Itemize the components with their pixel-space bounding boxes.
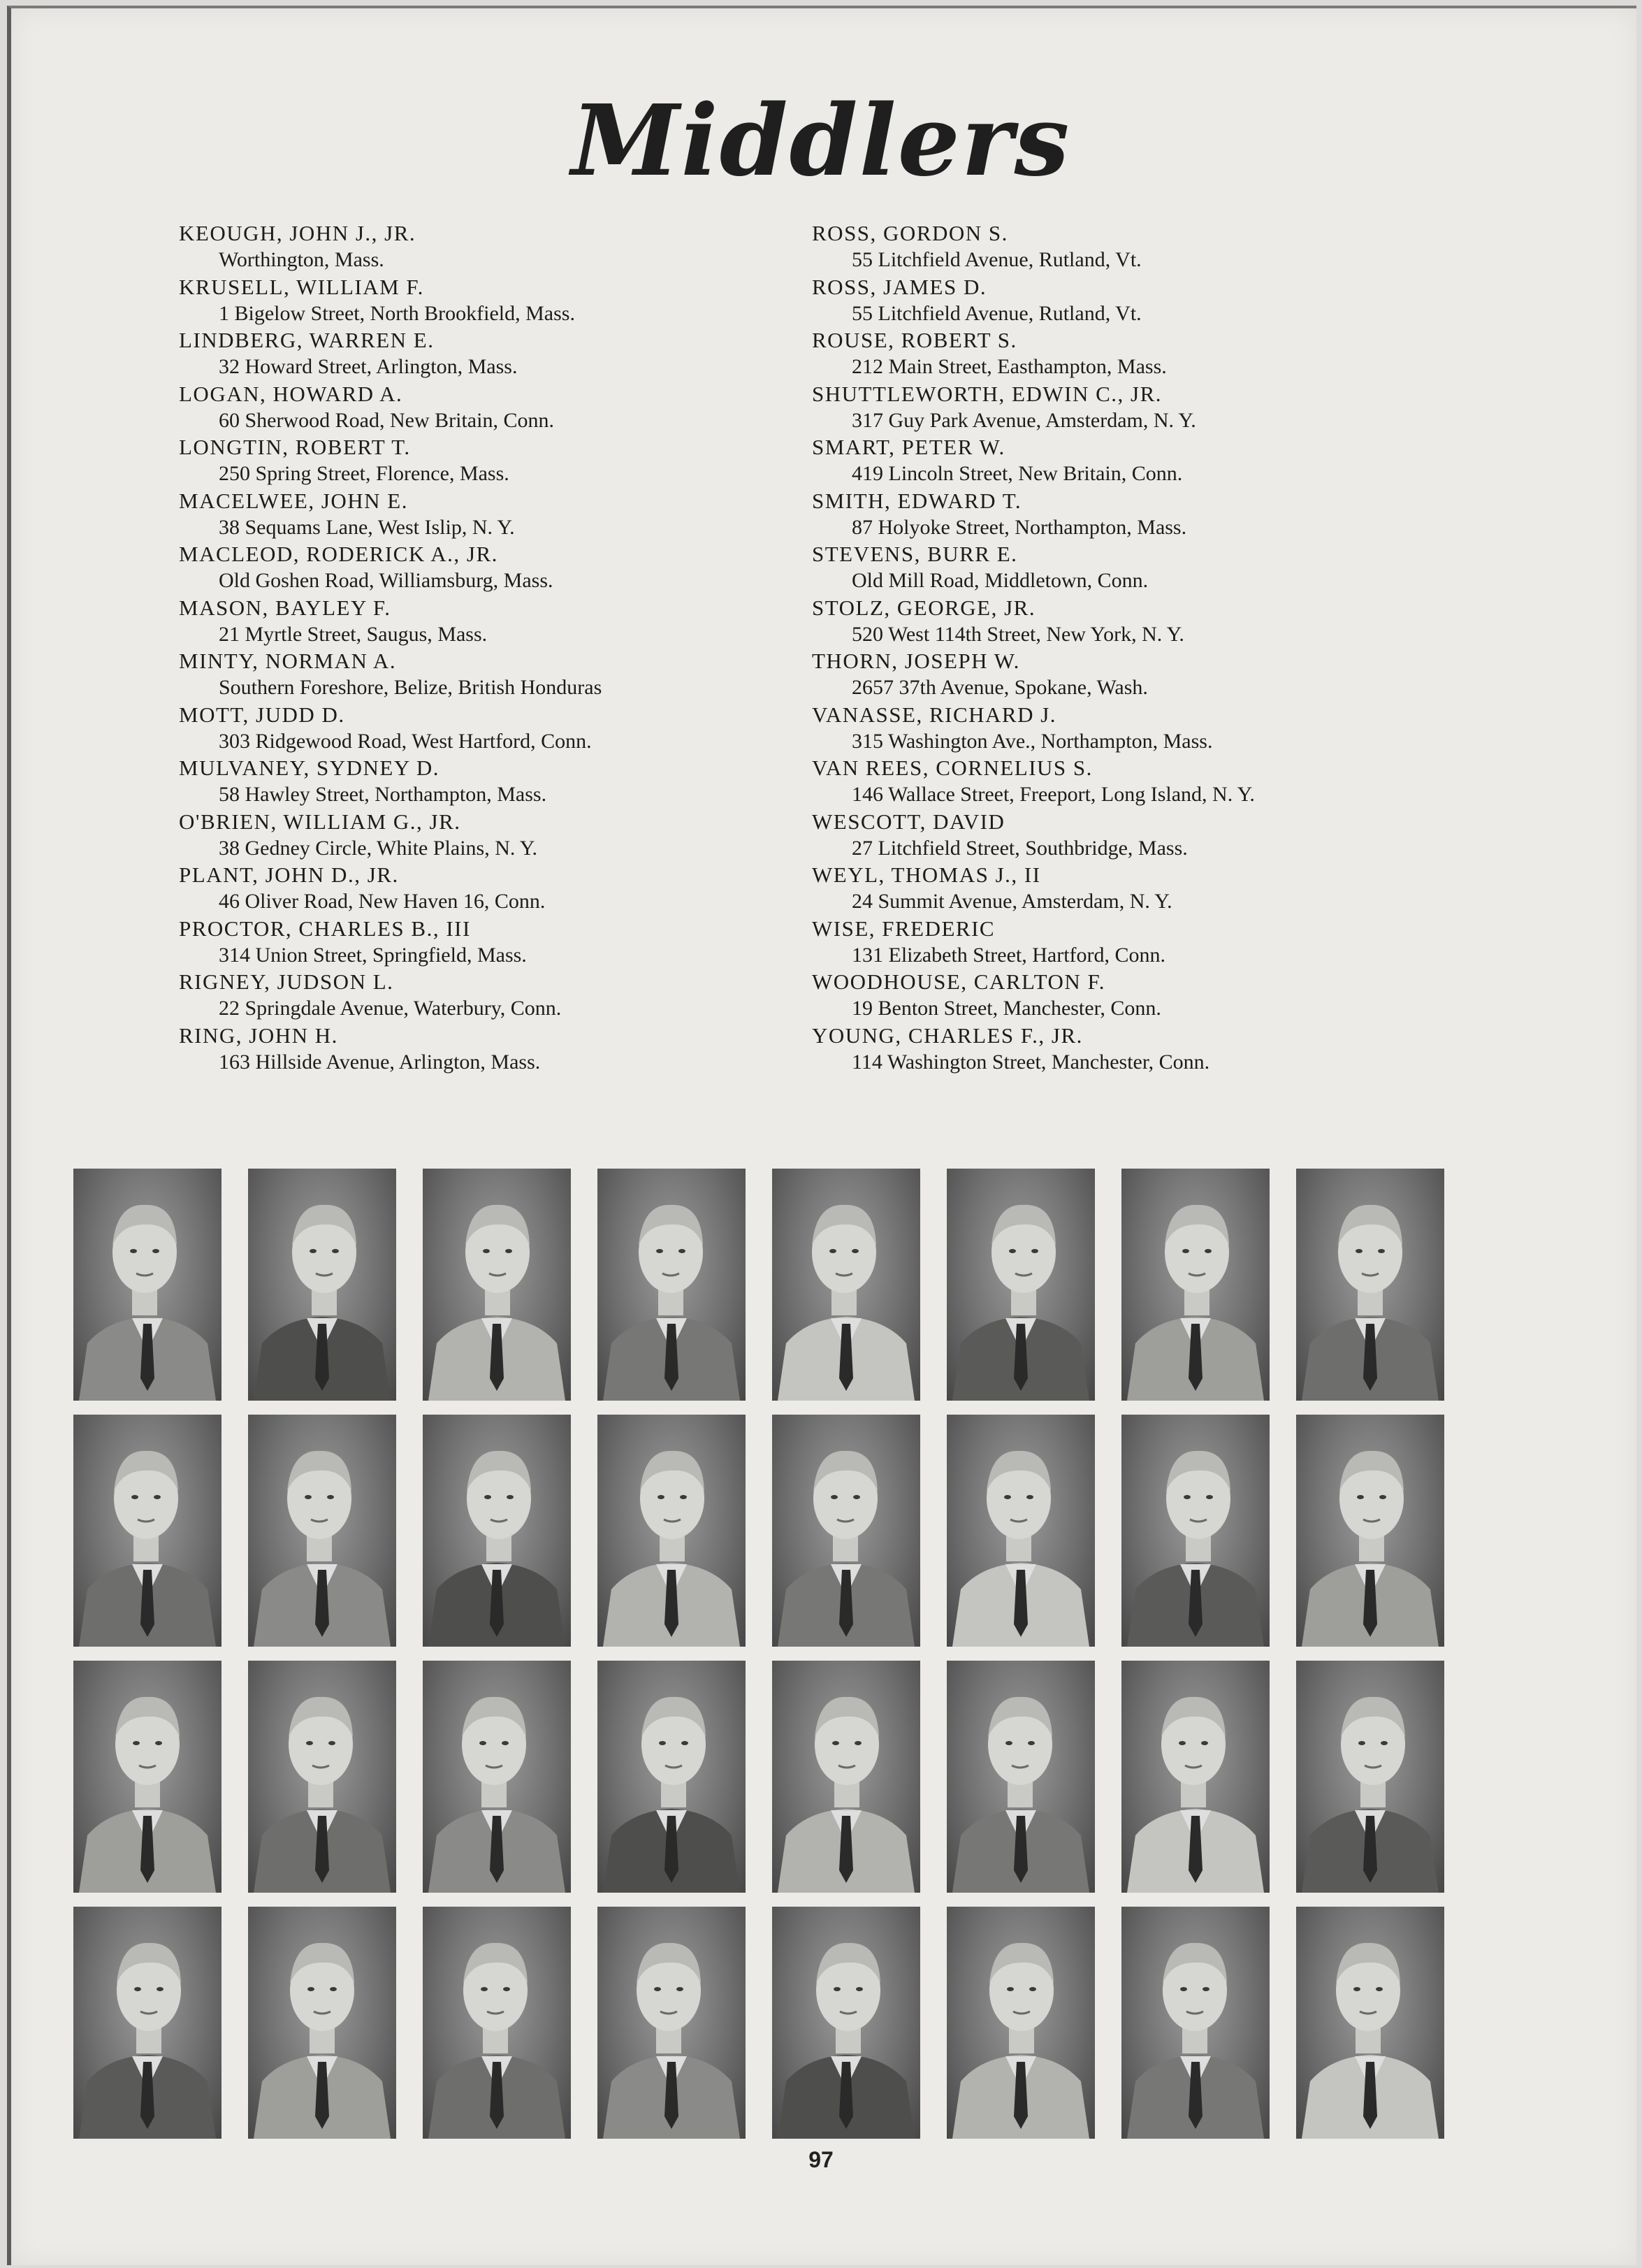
student-name: YOUNG, CHARLES F., JR. (812, 1023, 1083, 1048)
roster-entry (179, 488, 794, 542)
student-name: MACELWEE, JOHN E. (179, 488, 408, 513)
student-address: 114 Washington Street, Manchester, Conn. (852, 1050, 1210, 1074)
student-portrait (73, 1907, 221, 2139)
roster-entry (812, 755, 1441, 809)
student-name: RIGNEY, JUDSON L. (179, 969, 394, 994)
student-portrait (772, 1169, 920, 1401)
student-portrait (597, 1907, 746, 2139)
student-name: ROSS, JAMES D. (812, 274, 987, 299)
student-address: 24 Summit Avenue, Amsterdam, N. Y. (852, 890, 1172, 913)
student-portrait (772, 1661, 920, 1893)
student-address: 19 Benton Street, Manchester, Conn. (852, 997, 1161, 1020)
roster-entry (812, 809, 1441, 862)
student-address: 1 Bigelow Street, North Brookfield, Mass. (219, 301, 575, 325)
roster-entry (179, 809, 794, 862)
roster-entry (812, 862, 1441, 916)
student-portrait (1296, 1907, 1444, 2139)
student-portrait (248, 1907, 396, 2139)
student-name: WISE, FREDERIC (812, 916, 996, 941)
student-name: PLANT, JOHN D., JR. (179, 862, 399, 887)
student-address: 2657 37th Avenue, Spokane, Wash. (852, 676, 1148, 699)
student-address: 212 Main Street, Easthampton, Mass. (852, 355, 1167, 378)
student-address: 38 Gedney Circle, White Plains, N. Y. (219, 836, 538, 860)
student-portrait (772, 1907, 920, 2139)
student-portrait (772, 1415, 920, 1647)
student-name: VAN REES, CORNELIUS S. (812, 756, 1093, 780)
student-address: 303 Ridgewood Road, West Hartford, Conn. (219, 729, 592, 753)
student-address: 22 Springdale Avenue, Waterbury, Conn. (219, 997, 562, 1020)
student-portrait (423, 1415, 571, 1647)
student-name: O'BRIEN, WILLIAM G., JR. (179, 809, 461, 834)
student-name: MINTY, NORMAN A. (179, 649, 397, 673)
student-address: 315 Washington Ave., Northampton, Mass. (852, 729, 1213, 753)
student-portrait (947, 1169, 1095, 1401)
student-name: THORN, JOSEPH W. (812, 649, 1020, 673)
student-portrait (1121, 1415, 1270, 1647)
student-portrait (597, 1415, 746, 1647)
roster-entry (179, 862, 794, 916)
student-name: MOTT, JUDD D. (179, 702, 345, 727)
student-portrait (947, 1907, 1095, 2139)
roster-entry (812, 1023, 1441, 1076)
student-address: 58 Hawley Street, Northampton, Mass. (219, 783, 547, 806)
student-portrait (73, 1661, 221, 1893)
student-address: 55 Litchfield Avenue, Rutland, Vt. (852, 248, 1142, 271)
student-address: 146 Wallace Street, Freeport, Long Island, N. Y. (852, 783, 1255, 806)
student-portrait (947, 1415, 1095, 1647)
student-name: VANASSE, RICHARD J. (812, 702, 1057, 727)
student-portrait (597, 1661, 746, 1893)
student-address: Worthington, Mass. (219, 248, 384, 271)
roster-left-column (179, 220, 794, 1076)
student-name: ROUSE, ROBERT S. (812, 328, 1017, 352)
roster-entry (179, 648, 794, 702)
student-name: PROCTOR, CHARLES B., III (179, 916, 471, 941)
portrait-grid (73, 1169, 1436, 2147)
student-portrait (1121, 1907, 1270, 2139)
student-name: ROSS, GORDON S. (812, 221, 1008, 245)
student-portrait (423, 1907, 571, 2139)
student-portrait (947, 1661, 1095, 1893)
student-name: MASON, BAYLEY F. (179, 595, 391, 620)
student-address: Southern Foreshore, Belize, British Honduras (219, 676, 602, 699)
student-name: STEVENS, BURR E. (812, 542, 1018, 566)
roster-entry (812, 595, 1441, 649)
roster-entry (179, 541, 794, 595)
student-address: 55 Litchfield Avenue, Rutland, Vt. (852, 301, 1142, 325)
student-portrait (73, 1415, 221, 1647)
student-address: Old Goshen Road, Williamsburg, Mass. (219, 569, 553, 592)
student-name: KRUSELL, WILLIAM F. (179, 274, 424, 299)
student-portrait (73, 1169, 221, 1401)
roster-entry (179, 381, 794, 435)
student-name: WOODHOUSE, CARLTON F. (812, 969, 1105, 994)
student-address: 60 Sherwood Road, New Britain, Conn. (219, 408, 554, 432)
student-address: 520 West 114th Street, New York, N. Y. (852, 622, 1184, 646)
roster-entry (179, 969, 794, 1023)
student-address: Old Mill Road, Middletown, Conn. (852, 569, 1149, 592)
student-name: RING, JOHN H. (179, 1023, 338, 1048)
student-portrait (1296, 1661, 1444, 1893)
student-portrait (248, 1169, 396, 1401)
student-name: LOGAN, HOWARD A. (179, 381, 403, 406)
student-portrait (248, 1415, 396, 1647)
student-address: 87 Holyoke Street, Northampton, Mass. (852, 515, 1187, 539)
student-address: 419 Lincoln Street, New Britain, Conn. (852, 462, 1183, 485)
student-portrait (423, 1169, 571, 1401)
student-name: WESCOTT, DAVID (812, 809, 1005, 834)
roster-entry (812, 541, 1441, 595)
student-name: SHUTTLEWORTH, EDWIN C., JR. (812, 381, 1163, 406)
roster-entry (812, 488, 1441, 542)
roster-entry (812, 648, 1441, 702)
roster-entry (179, 274, 794, 328)
student-address: 46 Oliver Road, New Haven 16, Conn. (219, 890, 546, 913)
student-portrait (248, 1661, 396, 1893)
student-address: 131 Elizabeth Street, Hartford, Conn. (852, 943, 1166, 967)
roster-entry (179, 702, 794, 756)
student-name: WEYL, THOMAS J., II (812, 862, 1041, 887)
student-name: LONGTIN, ROBERT T. (179, 435, 411, 459)
student-portrait (1296, 1415, 1444, 1647)
roster-entry (179, 755, 794, 809)
page-number: 97 (808, 2147, 834, 2172)
student-portrait (1121, 1169, 1270, 1401)
roster-entry (812, 327, 1441, 381)
roster-entry (179, 327, 794, 381)
student-portrait (1296, 1169, 1444, 1401)
student-address: 250 Spring Street, Florence, Mass. (219, 462, 509, 485)
roster-entry (812, 969, 1441, 1023)
roster-entry (812, 381, 1441, 435)
student-address: 38 Sequams Lane, West Islip, N. Y. (219, 515, 515, 539)
student-name: KEOUGH, JOHN J., JR. (179, 221, 416, 245)
student-address: 317 Guy Park Avenue, Amsterdam, N. Y. (852, 408, 1196, 432)
student-portrait (423, 1661, 571, 1893)
roster-entry (812, 916, 1441, 969)
student-address: 21 Myrtle Street, Saugus, Mass. (219, 622, 488, 646)
student-name: STOLZ, GEORGE, JR. (812, 595, 1036, 620)
roster-entry (179, 434, 794, 488)
roster-entry (812, 434, 1441, 488)
roster-right-column (812, 220, 1441, 1076)
student-name: SMITH, EDWARD T. (812, 488, 1022, 513)
student-name: MACLEOD, RODERICK A., JR. (179, 542, 498, 566)
page-title: Middlers (571, 84, 1071, 198)
student-portrait (1121, 1661, 1270, 1893)
roster-entry (179, 220, 794, 274)
roster-entry (812, 220, 1441, 274)
roster-entry (179, 916, 794, 969)
student-portrait (597, 1169, 746, 1401)
roster-entry (179, 1023, 794, 1076)
student-address: 314 Union Street, Springfield, Mass. (219, 943, 527, 967)
student-name: LINDBERG, WARREN E. (179, 328, 435, 352)
roster-entry (812, 274, 1441, 328)
student-address: 27 Litchfield Street, Southbridge, Mass. (852, 836, 1188, 860)
roster-entry (812, 702, 1441, 756)
student-name: MULVANEY, SYDNEY D. (179, 756, 439, 780)
student-address: 32 Howard Street, Arlington, Mass. (219, 355, 518, 378)
student-address: 163 Hillside Avenue, Arlington, Mass. (219, 1050, 541, 1074)
student-name: SMART, PETER W. (812, 435, 1005, 459)
roster-entry (179, 595, 794, 649)
